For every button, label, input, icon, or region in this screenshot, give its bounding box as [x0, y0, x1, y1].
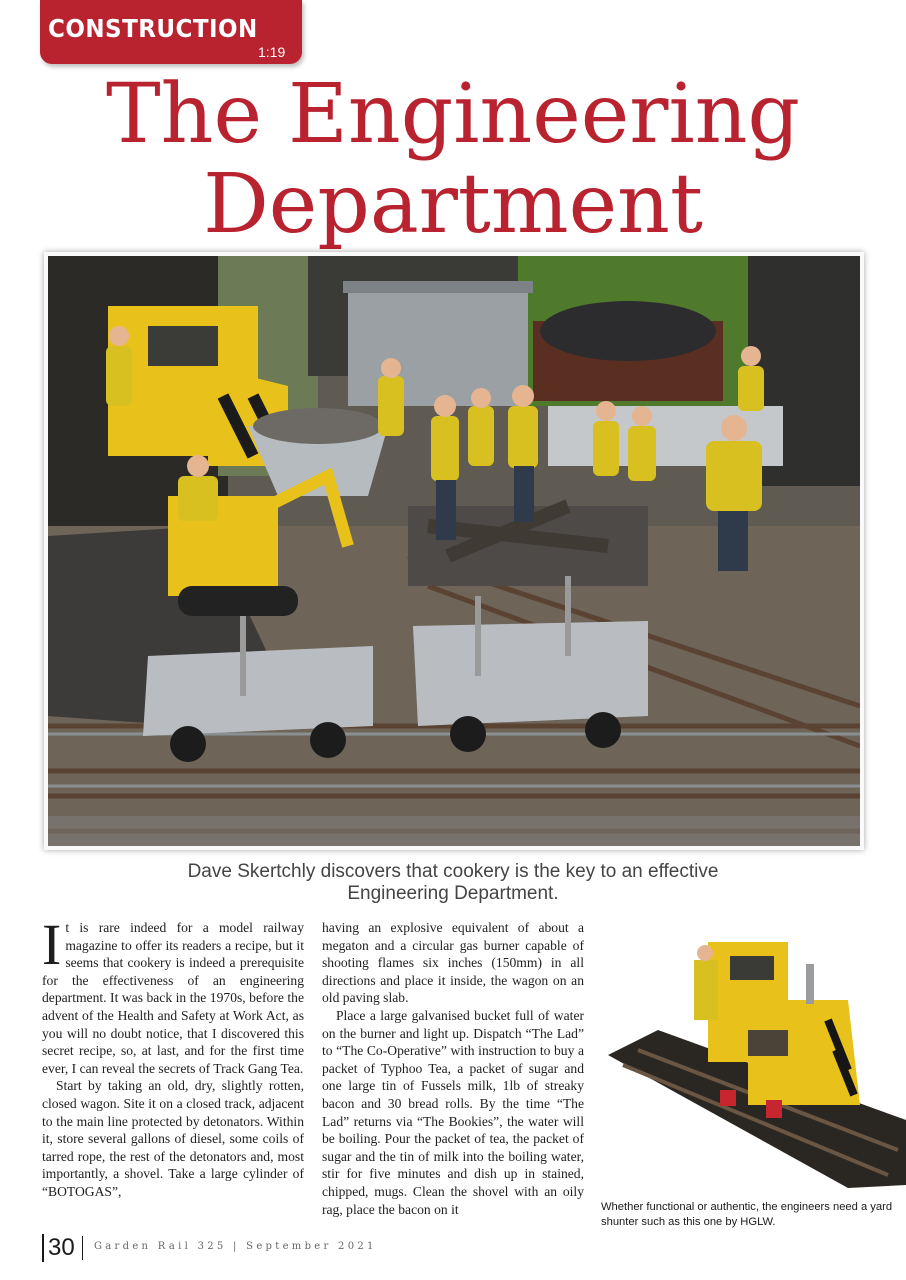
scale-label: 1:19 [258, 44, 286, 60]
main-photo [44, 252, 864, 850]
publication-line: Garden Rail 325 | September 2021 [94, 1241, 377, 1252]
paragraph-text: t is rare indeed for a model railway magazine to offer its readers a recipe, but it seems that cookery is indeed a prerequisite for the effectiveness of an engineering department. It was back in the 1970s, before the advent of the Health and Safety at Work Act, as you will no doubt notice, that I discovered this secret recipe, so, at last, and for the first time ever, I can reveal the secrets of Track Gang Tea. [42, 920, 304, 1076]
headline-line-1: The Engineering [105, 67, 801, 162]
photo-caption: Whether functional or authentic, the engineers need a yard shunter such as this one by HGLW. [601, 1201, 893, 1228]
headline-line-2: Department [203, 157, 703, 252]
section-label: CONSTRUCTION [48, 14, 258, 43]
article-column-2 [322, 919, 584, 1218]
paragraph: having an explosive equivalent of about a megaton and a circular gas burner capable of shooting flames six inches (150mm) in all directions and place it inside, the wagon on an old paving slab. [322, 920, 584, 1006]
article-column-1 [42, 912, 304, 1201]
paragraph [42, 912, 304, 1077]
standfirst-line-1: Dave Skertchly discovers that cookery is the key to an effective [187, 861, 719, 882]
drop-cap: I [42, 912, 62, 977]
standfirst [120, 861, 786, 905]
shunter-photo [598, 920, 906, 1200]
footer-divider [82, 1236, 83, 1260]
standfirst-line-2: Engineering Department. [347, 883, 559, 904]
paragraph: Place a large galvanised bucket full of water on the burner and light up. Dispatch “The Lad” to “The Co-Operative” with instruction to buy a packet of Typhoo Tea, a packet of sugar and one large tin of Fussels milk, 1lb of streaky bacon and 30 bread rolls. By the time “The Lad” returns via “The Bookies”, the water will be boiling. Pour the packet of tea, the packet of sugar and the tin of milk into the boiling water, stir for five minutes and dish up in stained, chipped, mugs. Clean the shovel with an oily rag, place the bacon on it [322, 1007, 584, 1217]
paragraph: Start by taking an old, dry, slightly rotten, closed wagon. Site it on a closed track, adjacent to the main line protected by detonators. Within it, store several gallons of diesel, some coils of tarred rope, the rest of the detonators and, most importantly, a shovel. Take a large cylinder of “BOTOGAS”, [42, 1078, 304, 1199]
page-number: 30 [42, 1234, 75, 1262]
engineering-scene-illustration [48, 256, 860, 846]
article-headline [0, 67, 906, 252]
